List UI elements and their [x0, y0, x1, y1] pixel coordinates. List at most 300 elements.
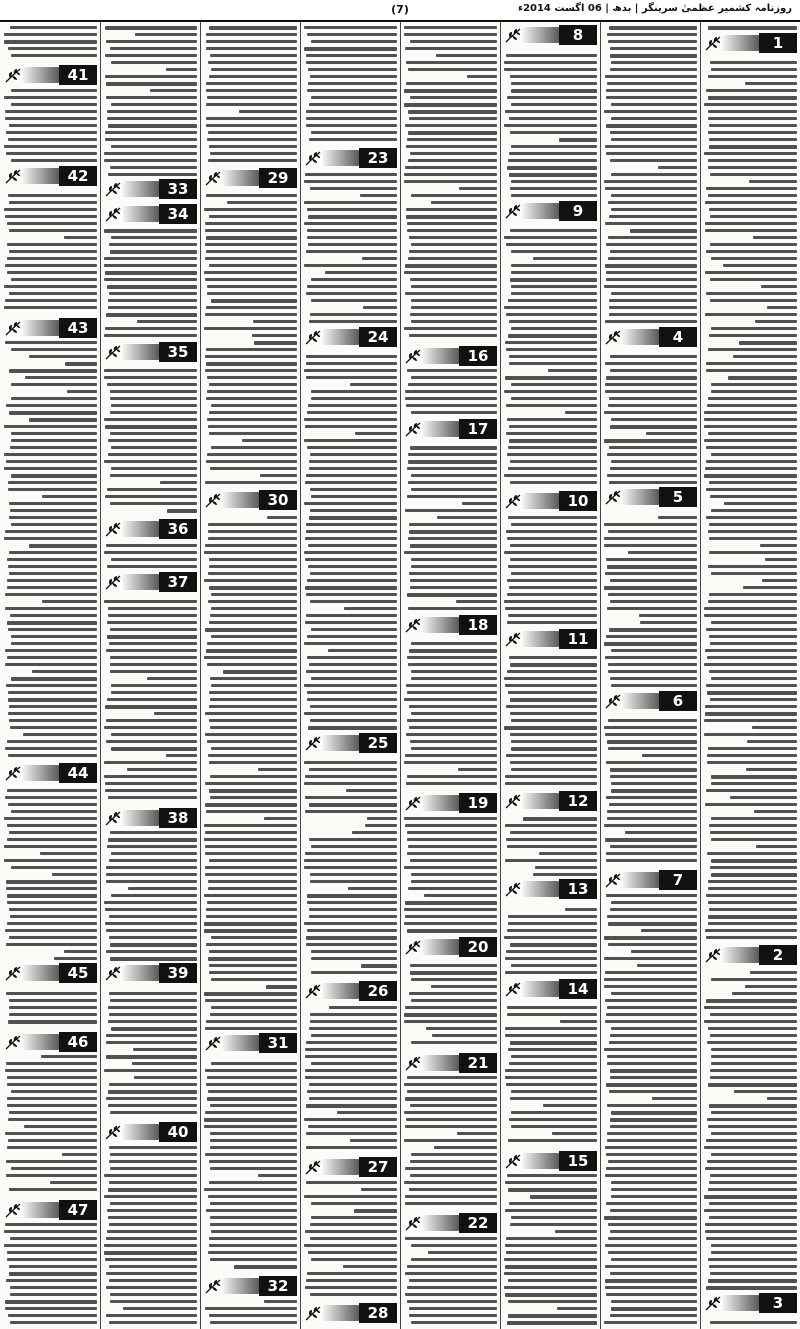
text-line — [710, 866, 797, 869]
text-line — [405, 1006, 497, 1009]
text-line — [405, 1237, 497, 1240]
text-line — [205, 999, 297, 1002]
text-line — [704, 663, 797, 666]
text-line — [604, 180, 697, 183]
text-line — [304, 1118, 397, 1121]
text-line — [209, 859, 297, 862]
text-line — [609, 1041, 697, 1044]
text-line — [264, 817, 297, 820]
text-line — [111, 747, 197, 751]
text-line — [611, 1300, 697, 1303]
text-line — [728, 376, 797, 380]
text-line — [107, 110, 197, 113]
text-line — [252, 334, 297, 337]
text-line — [304, 1195, 397, 1198]
text-line — [404, 103, 497, 107]
text-line — [4, 1230, 97, 1233]
text-line — [704, 418, 797, 421]
text-line — [746, 768, 797, 771]
text-line — [608, 670, 697, 673]
text-line — [306, 1104, 397, 1108]
text-line — [504, 236, 597, 239]
text-line — [9, 516, 97, 519]
text-line — [11, 642, 97, 645]
item-header — [503, 200, 597, 222]
item-number: 1 — [759, 33, 797, 53]
text-line — [207, 376, 297, 379]
item-header — [703, 32, 797, 54]
text-line — [410, 859, 497, 862]
text-line — [404, 1181, 497, 1184]
text-line — [709, 145, 797, 149]
text-line — [709, 1181, 797, 1184]
text-line — [505, 1027, 597, 1030]
text-line — [29, 544, 97, 548]
text-line — [610, 775, 697, 778]
text-line — [410, 964, 497, 967]
item-header — [3, 64, 97, 86]
text-line — [708, 1125, 797, 1128]
text-line — [305, 425, 397, 428]
text-line — [205, 852, 297, 855]
text-line — [11, 159, 97, 162]
text-line — [708, 194, 797, 197]
item-number: 21 — [459, 1053, 497, 1073]
text-line — [504, 726, 597, 730]
text-line — [4, 859, 97, 862]
text-line — [307, 208, 397, 211]
text-line — [211, 446, 297, 449]
text-line — [625, 831, 697, 834]
text-line — [110, 432, 197, 435]
item-number: 10 — [559, 491, 597, 511]
text-line — [505, 684, 597, 687]
item-number: 44 — [59, 763, 97, 783]
text-line — [205, 831, 297, 834]
text-line — [310, 572, 397, 575]
text-line — [29, 355, 97, 358]
text-line — [4, 425, 97, 428]
text-line — [405, 824, 497, 827]
text-line — [6, 880, 97, 884]
text-line — [606, 1013, 697, 1016]
text-line — [411, 642, 497, 645]
item-number: 31 — [259, 1033, 297, 1053]
leaf-sprig-icon — [304, 982, 322, 1000]
text-line — [406, 782, 497, 785]
text-line — [204, 1118, 297, 1122]
text-line — [209, 789, 297, 793]
text-line — [511, 1216, 597, 1219]
text-line — [6, 1174, 97, 1177]
text-line — [106, 96, 197, 99]
text-line — [605, 572, 697, 575]
text-line — [211, 1062, 297, 1065]
text-line — [610, 1034, 697, 1037]
text-line — [708, 880, 797, 883]
text-line — [705, 271, 797, 274]
text-line — [606, 278, 697, 281]
text-line — [405, 1293, 497, 1296]
text-line — [411, 1153, 497, 1156]
text-line — [706, 446, 797, 449]
text-line — [409, 572, 497, 575]
leaf-sprig-icon — [4, 319, 22, 337]
text-line — [205, 355, 297, 358]
text-line — [7, 1076, 97, 1079]
text-line — [611, 208, 697, 211]
text-line — [407, 838, 497, 841]
item-number: 27 — [359, 1157, 397, 1177]
text-line — [509, 1202, 597, 1205]
leaf-sprig-icon — [104, 964, 122, 982]
leaf-sprig-icon — [404, 794, 422, 812]
text-line — [510, 278, 597, 282]
text-line — [4, 145, 97, 148]
item-number: 41 — [59, 65, 97, 85]
text-line — [434, 1146, 497, 1149]
text-line — [8, 754, 97, 757]
text-line — [507, 537, 597, 540]
text-line — [210, 698, 297, 701]
text-line — [308, 1125, 397, 1128]
text-line — [110, 656, 197, 659]
item-number: 12 — [559, 791, 597, 811]
text-line — [404, 1013, 497, 1017]
text-line — [411, 1041, 497, 1044]
text-line — [11, 278, 97, 281]
item-header-bar — [323, 329, 359, 345]
text-line — [7, 558, 97, 561]
text-line — [11, 523, 97, 526]
text-line — [106, 950, 197, 953]
text-line — [107, 488, 197, 491]
text-line — [210, 1321, 297, 1324]
text-line — [428, 1251, 497, 1254]
text-line — [505, 824, 597, 827]
text-line — [411, 306, 497, 309]
text-line — [23, 733, 97, 736]
text-line — [409, 992, 497, 995]
text-line — [610, 467, 697, 470]
text-line — [110, 390, 197, 393]
text-line — [711, 327, 797, 330]
text-line — [207, 740, 297, 743]
text-line — [407, 369, 497, 372]
text-line — [154, 712, 197, 715]
text-line — [305, 586, 397, 590]
text-line — [405, 901, 497, 905]
text-line — [724, 502, 797, 505]
text-line — [407, 1286, 497, 1289]
leaf-sprig-icon — [4, 1033, 22, 1051]
text-line — [7, 222, 97, 225]
item-header — [203, 489, 297, 511]
text-line — [711, 775, 797, 779]
text-line — [604, 586, 697, 590]
text-line — [8, 565, 97, 568]
text-line — [11, 432, 97, 435]
text-line — [706, 516, 797, 519]
text-line — [308, 243, 397, 246]
text-line — [239, 110, 297, 113]
text-line — [134, 1076, 197, 1079]
text-line — [205, 1069, 297, 1072]
item-header — [703, 944, 797, 966]
item-number: 20 — [459, 937, 497, 957]
text-line — [309, 838, 397, 841]
text-line — [206, 194, 297, 197]
text-line — [506, 1083, 597, 1086]
text-line — [137, 320, 197, 323]
leaf-sprig-icon — [604, 692, 622, 710]
text-line — [407, 229, 497, 232]
text-line — [407, 593, 497, 597]
text-line — [511, 264, 597, 267]
item-header — [203, 167, 297, 189]
text-line — [704, 607, 797, 610]
text-line — [7, 579, 97, 582]
text-line — [209, 565, 297, 568]
text-line — [508, 614, 597, 617]
text-line — [109, 1279, 197, 1282]
text-line — [704, 1006, 797, 1009]
text-line — [504, 1258, 597, 1261]
text-line — [511, 82, 597, 85]
text-line — [709, 635, 797, 638]
text-line — [605, 222, 697, 225]
text-line — [406, 733, 497, 736]
text-line — [304, 222, 397, 225]
text-line — [505, 1293, 597, 1297]
leaf-sprig-icon — [704, 946, 722, 964]
leaf-sprig-icon — [504, 630, 522, 648]
text-line — [508, 446, 597, 449]
text-line — [310, 1237, 397, 1240]
text-line — [208, 957, 297, 961]
text-line — [605, 999, 697, 1002]
text-line — [608, 747, 697, 750]
text-line — [205, 481, 297, 484]
text-line — [411, 376, 497, 379]
text-line — [733, 355, 797, 358]
text-line — [104, 264, 197, 267]
item-header — [603, 326, 697, 348]
text-line — [609, 215, 697, 218]
text-line — [732, 992, 797, 995]
text-line — [8, 194, 97, 197]
text-line — [611, 194, 697, 197]
text-line — [106, 1055, 197, 1059]
text-line — [606, 1083, 697, 1087]
text-line — [706, 369, 797, 372]
text-line — [411, 1258, 497, 1261]
text-line — [210, 1139, 297, 1142]
text-line — [206, 33, 297, 36]
text-line — [642, 754, 697, 757]
text-line — [110, 502, 197, 505]
item-number: 14 — [559, 979, 597, 999]
text-line — [9, 551, 97, 554]
item-number: 37 — [159, 572, 197, 592]
text-line — [404, 698, 497, 701]
text-line — [706, 999, 797, 1003]
text-line — [604, 523, 697, 526]
text-line — [511, 180, 597, 183]
text-line — [104, 1069, 197, 1072]
text-line — [205, 733, 297, 736]
text-line — [406, 208, 497, 211]
text-line — [407, 831, 497, 834]
item-number: 15 — [559, 1151, 597, 1171]
text-line — [111, 1027, 197, 1031]
text-line — [409, 705, 497, 708]
text-line — [11, 397, 97, 400]
text-line — [306, 376, 397, 379]
text-line — [406, 1118, 497, 1121]
text-line — [304, 859, 397, 862]
text-line — [343, 1265, 397, 1268]
text-line — [5, 663, 97, 666]
text-line — [310, 1020, 397, 1023]
text-line — [704, 719, 797, 722]
text-line — [511, 1090, 597, 1093]
text-line — [709, 537, 797, 540]
text-line — [411, 411, 497, 414]
text-line — [208, 880, 297, 883]
text-line — [310, 75, 397, 78]
text-line — [8, 488, 97, 491]
text-line — [205, 782, 297, 785]
text-line — [505, 859, 597, 862]
text-line — [605, 1146, 697, 1149]
text-line — [505, 957, 597, 960]
text-line — [205, 257, 297, 260]
text-line — [260, 474, 297, 477]
text-line — [407, 222, 497, 225]
text-line — [505, 775, 597, 778]
text-line — [206, 40, 297, 43]
text-line — [749, 180, 797, 183]
item-number: 2 — [759, 945, 797, 965]
text-line — [406, 82, 497, 85]
text-line — [510, 733, 597, 736]
text-line — [309, 516, 397, 520]
text-line — [42, 600, 97, 603]
text-line — [711, 1062, 797, 1065]
text-line — [605, 383, 697, 386]
text-line — [504, 390, 597, 393]
text-line — [708, 1083, 797, 1087]
text-line — [608, 1237, 697, 1240]
leaf-sprig-icon — [504, 202, 522, 220]
leaf-sprig-icon — [504, 26, 522, 44]
text-line — [206, 1209, 297, 1212]
text-line — [504, 677, 597, 680]
text-line — [11, 89, 97, 92]
text-line — [608, 40, 697, 43]
text-line — [227, 201, 297, 204]
text-line — [711, 1244, 797, 1247]
text-line — [107, 845, 197, 848]
text-line — [711, 453, 797, 456]
text-line — [404, 89, 497, 93]
text-line — [10, 1321, 97, 1324]
item-number: 22 — [459, 1213, 497, 1233]
text-line — [510, 75, 597, 78]
text-line — [607, 33, 697, 36]
text-line — [308, 726, 397, 730]
text-line — [734, 1090, 797, 1093]
leaf-sprig-icon — [404, 616, 422, 634]
item-header — [303, 980, 397, 1002]
text-line — [609, 397, 697, 400]
text-line — [407, 138, 497, 141]
text-line — [707, 1041, 797, 1044]
text-line — [306, 1279, 397, 1282]
text-line — [705, 222, 797, 225]
text-line — [404, 271, 497, 274]
text-line — [424, 894, 497, 897]
text-line — [107, 565, 197, 568]
item-header — [503, 24, 597, 46]
text-line — [109, 1146, 197, 1149]
text-line — [307, 411, 397, 414]
text-line — [210, 1167, 297, 1170]
leaf-sprig-icon — [4, 764, 22, 782]
text-line — [211, 404, 297, 407]
text-line — [207, 453, 297, 456]
text-line — [608, 719, 697, 722]
leaf-sprig-icon — [704, 1294, 722, 1312]
text-line — [605, 1286, 697, 1289]
text-line — [105, 495, 197, 498]
text-line — [604, 1048, 697, 1051]
text-line — [305, 852, 397, 855]
text-line — [652, 1097, 697, 1100]
text-line — [5, 1069, 97, 1072]
text-line — [409, 236, 497, 239]
text-line — [508, 516, 597, 519]
text-line — [362, 257, 397, 260]
text-line — [708, 397, 797, 400]
text-line — [5, 1300, 97, 1304]
text-line — [611, 1027, 697, 1030]
text-line — [610, 600, 697, 603]
text-line — [606, 894, 697, 897]
text-line — [511, 1111, 597, 1114]
text-line — [209, 1237, 297, 1240]
text-line — [210, 1216, 297, 1219]
text-line — [711, 677, 797, 680]
leaf-sprig-icon — [104, 343, 122, 361]
text-line — [304, 201, 397, 204]
text-line — [505, 1069, 597, 1072]
text-line — [304, 782, 397, 785]
text-line — [311, 1034, 397, 1037]
text-line — [109, 936, 197, 939]
text-line — [306, 593, 397, 596]
text-line — [106, 1314, 197, 1317]
text-line — [606, 558, 697, 561]
text-line — [8, 628, 97, 631]
text-line — [405, 390, 497, 393]
text-line — [204, 838, 297, 841]
text-line — [410, 544, 497, 548]
text-line — [510, 1223, 597, 1226]
text-line — [110, 670, 197, 673]
text-line — [108, 1104, 197, 1107]
